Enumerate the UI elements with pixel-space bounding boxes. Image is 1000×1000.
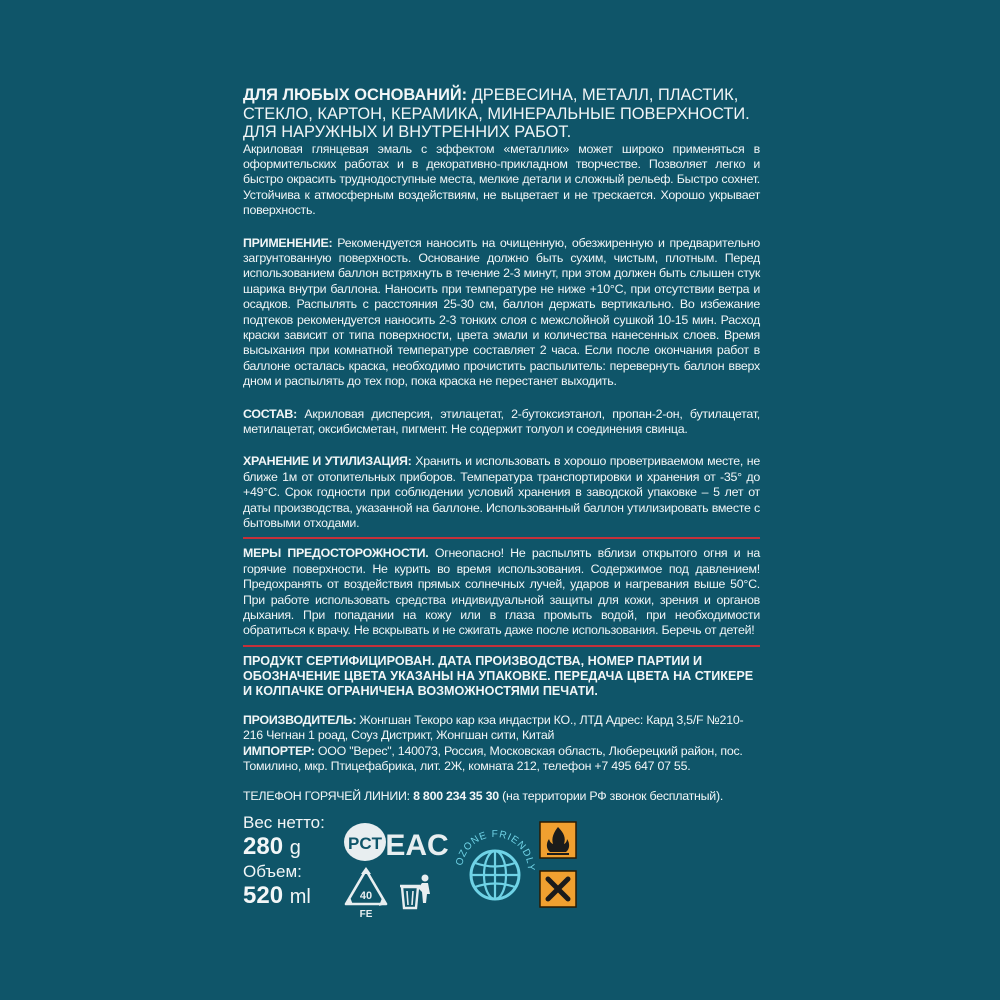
- manufacturer-label: ПРОИЗВОДИТЕЛЬ:: [243, 712, 357, 727]
- headline-text: ДРЕВЕСИНА, МЕТАЛЛ, ПЛАСТИК, СТЕКЛО, КАРТОН, КЕРАМИКА, МИНЕРАЛЬНЫЕ ПОВЕРХНОСТИ. ДЛЯ НАРУЖНЫХ И ВНУТРЕННИХ РАБОТ.: [243, 86, 750, 141]
- storage-label: ХРАНЕНИЕ И УТИЛИЗАЦИЯ:: [243, 454, 412, 469]
- importer-text: ООО "Верес", 140073, Россия, Московская область, Люберецкий район, пос. Томилино, мкр. Птицефабрика, лит. 2Ж, комната 212, телефон +7 495 647 07 55.: [243, 743, 743, 774]
- hotline-note: (на территории РФ звонок бесплатный).: [502, 788, 724, 803]
- red-divider-2: [243, 645, 760, 647]
- net-weight-label: Вес нетто:: [243, 813, 325, 832]
- harmful-hazard-icon: [539, 870, 577, 908]
- eac-mark-text: EAC: [385, 829, 449, 862]
- intro-headline: [243, 86, 760, 142]
- net-quantities: [243, 813, 343, 911]
- storage-section: [243, 454, 760, 531]
- storage-text: Хранить и использовать в хорошо проветриваемом месте, не ближе 1м от отопительных приборов. Температура транспортировки и хранения от -35° до +49°С. Срок годности при соблюдении условий хранения в заводской упаковке – 5 лет от даты производства, указанной на баллоне. Использованный баллон утилизировать вместе с бытовыми отходами.: [243, 454, 760, 531]
- net-weight-number: 280: [243, 833, 284, 860]
- manufacturer-text: Жонгшан Текоро кар кэа индастри КО., ЛТД Адрес: Кард 3,5/F №210-216 Чегнан 1 роад, Соуз Дистрикт, Жонгшан сити, Китай: [243, 712, 744, 743]
- volume-number: 520: [243, 882, 284, 909]
- recycle-number: 40: [359, 890, 373, 902]
- recycle-icon: [342, 866, 390, 920]
- composition-label: СОСТАВ:: [243, 406, 297, 421]
- precautions-text: Огнеопасно! Не распылять вблизи открытого огня и на горячие поверхности. Не курить во время использования. Содержимое под давлением! Предохранять от воздействия прямых солнечных лучей, ударов и нагревания выше 50°С. При работе использовать средства индивидуальной защиты для кожи, зрения и органов дыхания. При попадании на кожу или в глаза промыть водой, при необходимости обратиться к врачу. Не вскрывать и не сжигать даже после использования. Беречь от детей!: [243, 546, 760, 638]
- recycle-code: FE: [359, 909, 373, 920]
- headline-label: ДЛЯ ЛЮБЫХ ОСНОВАНИЙ:: [243, 86, 468, 104]
- waste-bin-icon: [396, 872, 436, 912]
- hotline-label: ТЕЛЕФОН ГОРЯЧЕЙ ЛИНИИ:: [243, 788, 410, 803]
- volume-value: [243, 882, 343, 911]
- volume-label: Объем:: [243, 862, 302, 881]
- application-text: Рекомендуется наносить на очищенную, обезжиренную и предварительно загрунтованную поверхность. Основание должно быть сухим, чистым, плотным. Перед использованием баллон встряхнуть в течение 2-3 минут, при этом должен быть слышен стук шарика внутри баллона. Наносить при температуре не ниже +10°С, при отсутствии ветра и осадков. Распылять с расстояния 25-30 см, баллон держать вертикально. Во избежание подтеков рекомендуется наносить 2-3 тонких слоя с межслойной сушкой 10-15 мин. Расход краски зависит от типа поверхности, цвета эмали и количества нанесенных слоев. Время высыхания при комнатной температуре составляет 2 часа. Если после окончания работ в баллоне осталась краска, необходимо прочистить распылитель: перевернуть баллон вверх дном и распылять до тех пор, пока краска не перестанет выходить.: [243, 235, 760, 389]
- red-divider-1: [243, 537, 760, 539]
- intro-description: Акриловая глянцевая эмаль с эффектом «металлик» может широко применяться в оформительских работах и в декоративно-прикладном творчестве. Позволяет легко и быстро окрасить труднодоступные места, мелкие детали и сложный рельеф. Быстро сохнет. Устойчива к атмосферным воздействиям, не выцветает и не трескается. Хорошо укрывает поверхность.: [243, 141, 760, 218]
- application-section: [243, 236, 760, 390]
- eac-mark-icon: [385, 822, 449, 862]
- pct-mark-icon: [342, 820, 388, 864]
- manufacturer-section: [243, 713, 760, 744]
- ozone-friendly-icon: [452, 818, 538, 910]
- ozone-text: OZONE FRIENDLY: [454, 828, 537, 872]
- flammable-hazard-icon: [539, 821, 577, 859]
- precautions-section: [243, 546, 760, 638]
- hotline-number: 8 800 234 35 30: [413, 788, 499, 803]
- net-weight-value: [243, 833, 343, 862]
- importer-label: ИМПОРТЕР:: [243, 743, 315, 758]
- volume-unit: ml: [289, 886, 311, 908]
- pct-mark-text: PCT: [348, 834, 382, 853]
- importer-section: [243, 744, 760, 775]
- net-weight-unit: g: [289, 837, 301, 859]
- precautions-label: МЕРЫ ПРЕДОСТОРОЖНОСТИ.: [243, 546, 429, 561]
- hotline-section: [243, 789, 760, 804]
- composition-section: [243, 407, 760, 438]
- application-label: ПРИМЕНЕНИЕ:: [243, 235, 333, 250]
- label-text-block: [243, 86, 760, 804]
- composition-text: Акриловая дисперсия, этилацетат, 2-бутоксиэтанол, пропан-2-он, бутилацетат, метилацетат, оксибисметан, пигмент. Не содержит толуол и соединения свинца.: [243, 406, 760, 436]
- certification-note: ПРОДУКТ СЕРТИФИЦИРОВАН. ДАТА ПРОИЗВОДСТВА, НОМЕР ПАРТИИ И ОБОЗНАЧЕНИЕ ЦВЕТА УКАЗАНЫ НА УПАКОВКЕ. ПЕРЕДАЧА ЦВЕТА НА СТИКЕРЕ И КОЛПАЧКЕ ОГРАНИЧЕНА ВОЗМОЖНОСТЯМИ ПЕЧАТИ.: [243, 653, 754, 698]
